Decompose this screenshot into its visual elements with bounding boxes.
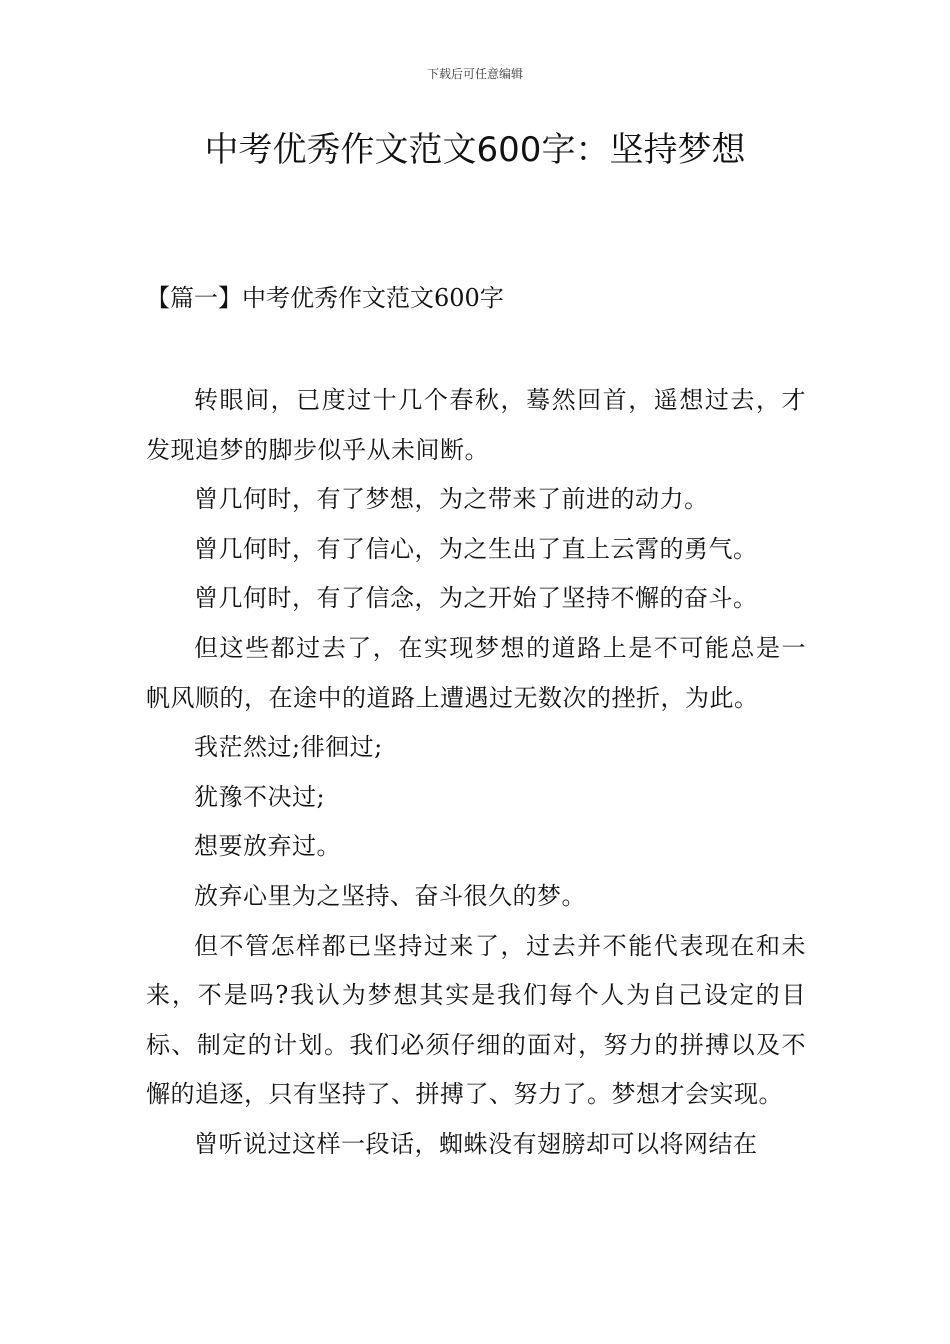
paragraph: 我茫然过;徘徊过;: [194, 733, 383, 762]
section-heading: 【篇一】中考优秀作文范文600字: [146, 284, 504, 312]
paragraph: 但这些都过去了，在实现梦想的道路上是不可能总是一帆风顺的，在途中的道路上遭遇过无数次的挫折，为此。: [146, 633, 806, 712]
paragraph: 曾几何时，有了信心，为之生出了直上云霄的勇气。: [194, 534, 758, 563]
paragraph: 想要放弃过。: [194, 832, 341, 861]
paragraph: 转眼间，已度过十几个春秋，蓦然回首，遥想过去，才发现追梦的脚步似乎从未间断。: [146, 386, 806, 464]
header-note: 下载后可任意编辑: [426, 67, 523, 81]
paragraph: 但不管怎样都已坚持过来了，过去并不能代表现在和未来，不是吗?我认为梦想其实是我们每个人为自己设定的目标、制定的计划。我们必须仔细的面对，努力的拼搏以及不懈的追逐，只有坚持了、拼搏了、努力了。梦想才会实现。: [146, 931, 806, 1109]
paragraph: 曾几何时，有了梦想，为之带来了前进的动力。: [194, 485, 709, 514]
paragraph: 犹豫不决过;: [194, 782, 326, 811]
paragraph: 曾听说过这样一段话，蜘蛛没有翅膀却可以将网结在: [194, 1129, 758, 1158]
document-title: 中考优秀作文范文600字：坚持梦想: [204, 130, 746, 170]
paragraph: 曾几何时，有了信念，为之开始了坚持不懈的奋斗。: [194, 584, 758, 613]
essay-body: [146, 376, 806, 1170]
paragraph: 放弃心里为之坚持、奋斗很久的梦。: [194, 881, 586, 910]
